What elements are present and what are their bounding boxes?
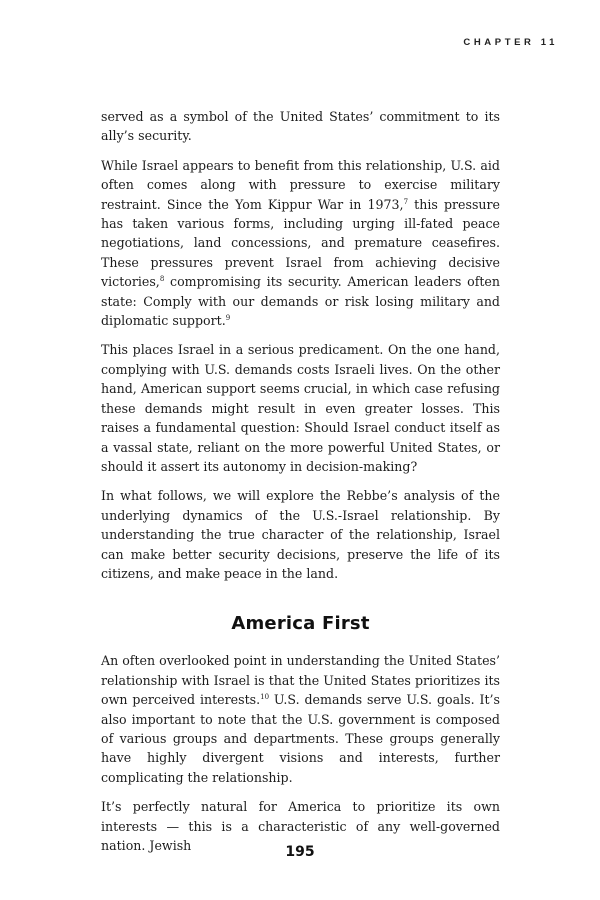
text-run: U.S. demands serve U.S. goals. It’s also important to note that the U.S. government is composed of various groups and departments. These groups generally have highly divergent visions and interests, further complicating the relationship. bbox=[101, 692, 500, 785]
text-run: this pressure has taken various forms, including urging ill-fated peace negotiations, land concessions, and premature ceasefires. These pressures prevent Israel from achieving decisive victories, bbox=[101, 196, 501, 290]
footnote-ref: 9 bbox=[225, 313, 231, 322]
paragraph bbox=[101, 340, 500, 476]
section-america-first bbox=[101, 651, 500, 855]
page-body bbox=[101, 107, 500, 865]
section-intro bbox=[101, 107, 500, 583]
text-run: This places Israel in a serious predicament. On the one hand, complying with U.S. demands costs Israeli lives. On the other hand, American support seems crucial, in which case refusing these demands might result in even greater losses. This raises a fundamental question: Should Israel conduct itself as a vassal state, reliant on the more powerful United States, or should it assert its autonomy in decision-making? bbox=[101, 342, 500, 474]
text-run: It’s perfectly natural for America to prioritize its own interests — this is a characteristic of any well-governed nation. Jewish bbox=[101, 799, 500, 853]
running-head: CHAPTER 11 bbox=[463, 37, 558, 48]
text-run: served as a symbol of the United States’ commitment to its ally’s security. bbox=[101, 109, 500, 144]
page-number: 195 bbox=[285, 844, 315, 860]
text-run: compromising its security. American leaders often state: Comply with our demands or risk losing military and diplomatic support. bbox=[101, 274, 500, 329]
section-heading: America First bbox=[231, 613, 370, 635]
footnote-ref: 8 bbox=[159, 275, 165, 284]
paragraph bbox=[101, 156, 500, 331]
footnote-ref: 7 bbox=[403, 197, 409, 206]
text-run: An often overlooked point in understanding the United States’ relationship with Israel is that the United States prioritizes its own perceived interests. bbox=[101, 653, 500, 708]
text-run: In what follows, we will explore the Rebbe’s analysis of the underlying dynamics of the U.S.-Israel relationship. By understanding the true character of the relationship, Israel can make better security decisions, preserve the life of its citizens, and make peace in the land. bbox=[101, 488, 500, 581]
paragraph bbox=[101, 651, 500, 787]
footnote-ref: 10 bbox=[260, 692, 270, 701]
paragraph bbox=[101, 486, 500, 583]
text-run: While Israel appears to benefit from this relationship, U.S. aid often comes along with pressure to exercise military restraint. Since the Yom Kippur War in 1973, bbox=[101, 157, 500, 212]
paragraph bbox=[101, 107, 500, 146]
